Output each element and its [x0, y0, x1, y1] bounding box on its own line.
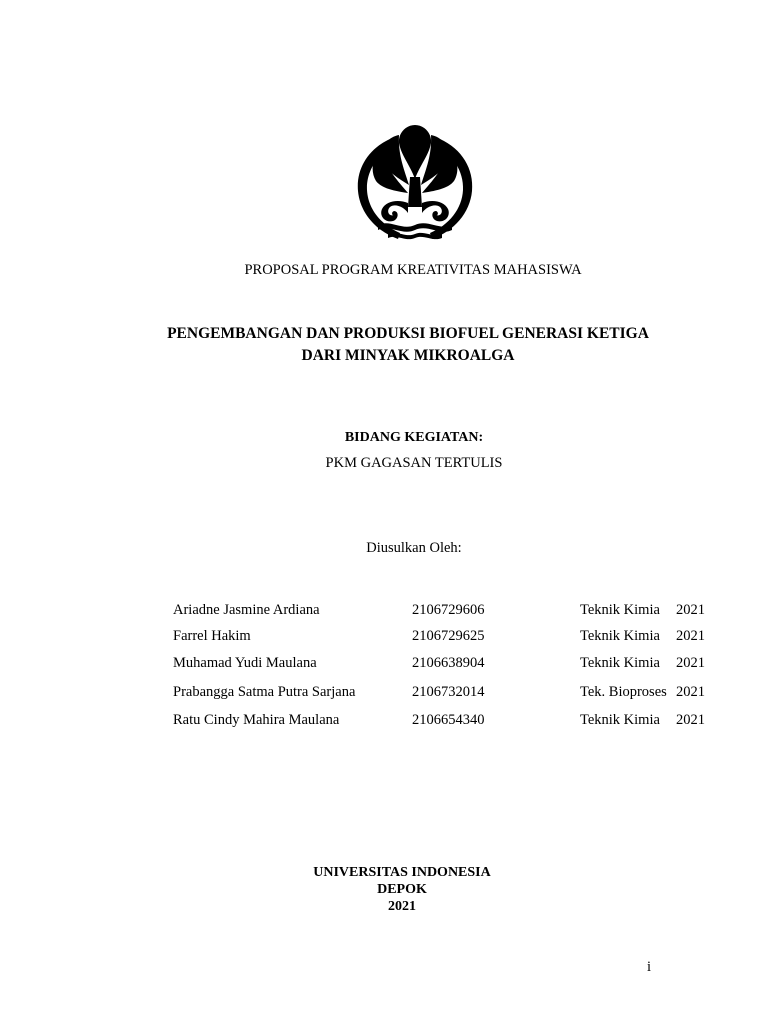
title-line-1: PENGEMBANGAN DAN PRODUKSI BIOFUEL GENERASI KETIGA [167, 325, 649, 342]
member-row [0, 602, 768, 622]
member-row [0, 684, 768, 704]
member-row [0, 628, 768, 648]
member-npm: 2106729625 [412, 628, 485, 644]
bidang-label: BIDANG KEGIATAN: [344, 430, 484, 445]
university-name: UNIVERSITAS INDONESIA [313, 865, 491, 880]
member-name: Muhamad Yudi Maulana [173, 655, 317, 671]
city-name: DEPOK [377, 882, 427, 897]
member-program: Teknik Kimia [580, 628, 660, 644]
member-year: 2021 [676, 602, 705, 618]
member-npm: 2106654340 [412, 712, 485, 728]
member-program: Teknik Kimia [580, 602, 660, 618]
member-program: Teknik Kimia [580, 712, 660, 728]
member-row [0, 712, 768, 732]
makara-logo-icon [354, 121, 476, 245]
footer-year: 2021 [388, 899, 416, 914]
member-program: Teknik Kimia [580, 655, 660, 671]
member-name: Ratu Cindy Mahira Maulana [173, 712, 340, 728]
member-npm: 2106732014 [412, 684, 485, 700]
member-year: 2021 [676, 712, 705, 728]
member-year: 2021 [676, 684, 705, 700]
proposed-by-label: Diusulkan Oleh: [366, 540, 462, 556]
title-line-2: DARI MINYAK MIKROALGA [301, 347, 515, 364]
member-name: Ariadne Jasmine Ardiana [173, 602, 320, 618]
footer-block [18, 864, 768, 915]
member-row [0, 655, 768, 675]
member-npm: 2106729606 [412, 602, 485, 618]
member-name: Prabangga Satma Putra Sarjana [173, 684, 356, 700]
member-year: 2021 [676, 655, 705, 671]
member-program: Tek. Bioproses [580, 684, 667, 700]
page-number: i [647, 959, 652, 975]
member-year: 2021 [676, 628, 705, 644]
member-name: Farrel Hakim [173, 628, 251, 644]
bidang-value: PKM GAGASAN TERTULIS [325, 455, 503, 471]
proposal-type: PROPOSAL PROGRAM KREATIVITAS MAHASISWA [244, 262, 582, 278]
member-npm: 2106638904 [412, 655, 485, 671]
proposal-title [24, 323, 768, 367]
